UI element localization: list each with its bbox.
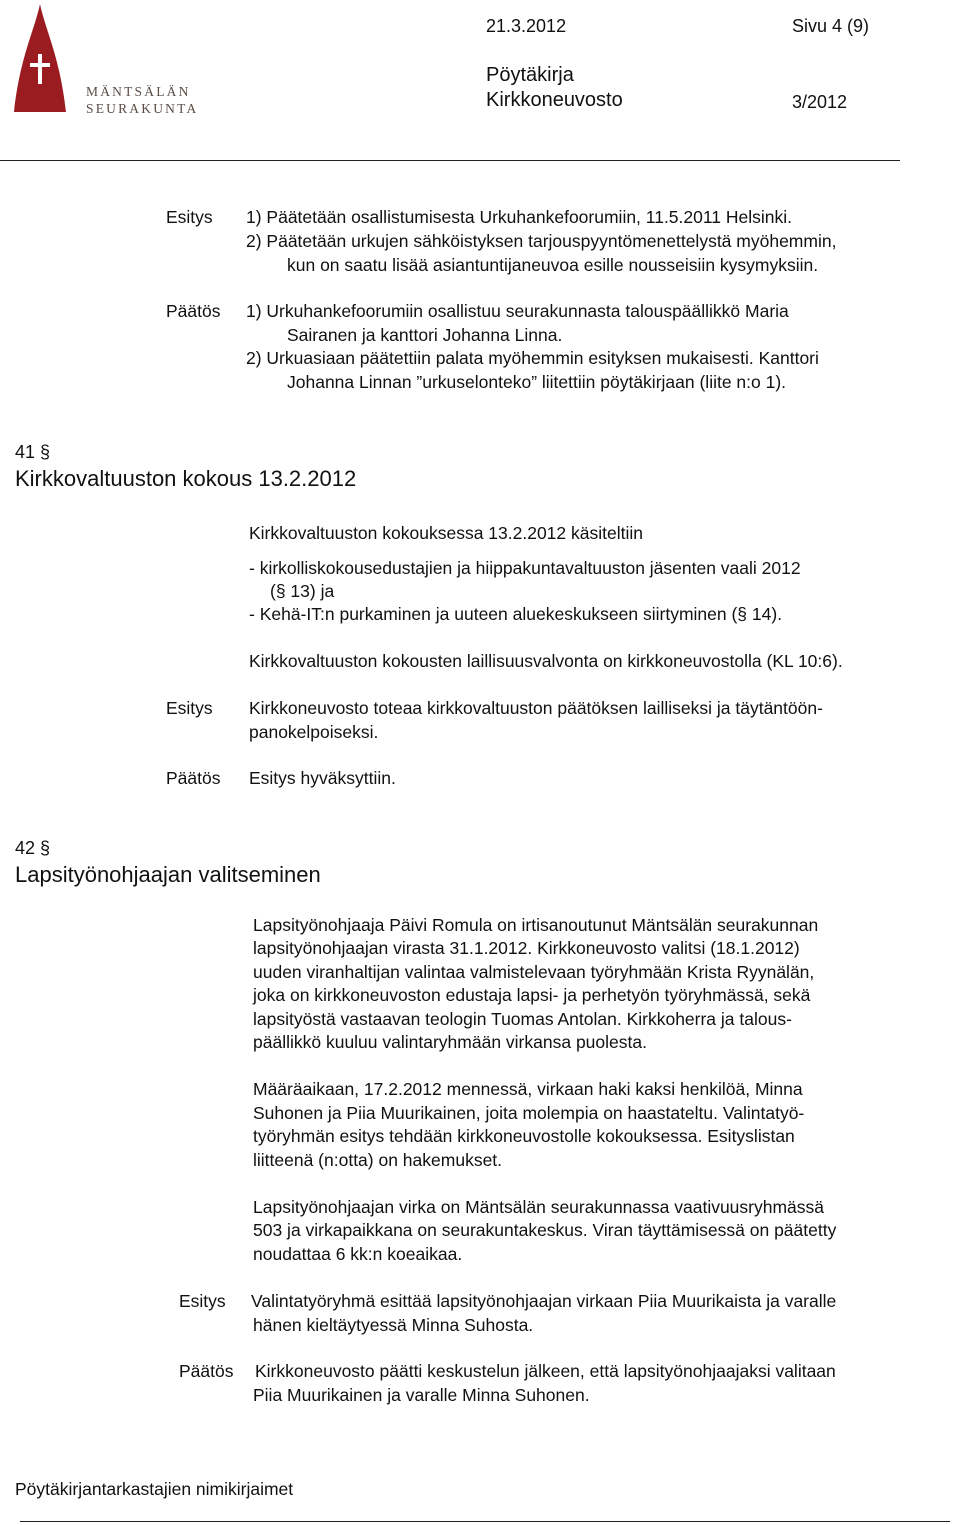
prev-esitys-label: Esitys <box>166 207 213 227</box>
s42-para2-line-2: Suhonen ja Piia Muurikainen, joita molempia on haastateltu. Valintatyö- <box>253 1103 805 1123</box>
section-41-number: 41 § <box>15 442 51 462</box>
prev-paatos-line-4: Johanna Linnan ”urkuselonteko” liitettiin pöytäkirjaan (liite n:o 1). <box>287 372 787 392</box>
logo-line-1: MÄNTSÄLÄN <box>86 84 191 99</box>
s42-para1-line-5: lapsityöstä vastaavan teologin Tuomas Antolan. Kirkkoherra ja talous- <box>253 1009 792 1029</box>
s41-esitys-line-2: panokelpoiseksi. <box>249 722 379 742</box>
s42-paatos-label: Päätös <box>179 1361 234 1381</box>
s42-paatos-line-1: Kirkkoneuvosto päätti keskustelun jälkeen, että lapsityönohjaajaksi valitaan <box>255 1361 836 1381</box>
logo-line-2: SEURAKUNTA <box>86 101 199 116</box>
s41-item-1-cont: (§ 13) ja <box>270 581 335 601</box>
s41-intro: Kirkkovaltuuston kokouksessa 13.2.2012 käsiteltiin <box>249 523 643 543</box>
header-rule <box>0 160 900 161</box>
s41-paatos: Esitys hyväksyttiin. <box>249 768 396 788</box>
s42-esitys-label: Esitys <box>179 1291 226 1311</box>
header-body: Kirkkoneuvosto <box>486 89 623 111</box>
s42-esitys-line-1: Valintatyöryhmä esittää lapsityönohjaajan virkaan Piia Muurikaista ja varalle <box>251 1291 837 1311</box>
prev-paatos-line-3: 2) Urkuasiaan päätettiin palata myöhemmin esityksen mukaisesti. Kanttori <box>246 348 819 368</box>
s41-esitys-label: Esitys <box>166 698 213 718</box>
s42-para3-line-1: Lapsityönohjaajan virka on Mäntsälän seurakunnassa vaativuusryhmässä <box>253 1197 825 1217</box>
section-42-number: 42 § <box>15 838 51 858</box>
prev-esitys-line-3: kun on saatu lisää asiantuntijaneuvoa esille nousseisiin kysymyksiin. <box>287 255 819 275</box>
s42-para2-line-3: työryhmän esitys tehdään kirkkoneuvostolle kokouksessa. Esityslistan <box>253 1126 795 1146</box>
s42-esitys-line-2: hänen kieltäytyessä Minna Suhosta. <box>253 1315 534 1335</box>
footer-signatures-label: Pöytäkirjantarkastajien nimikirjaimet <box>15 1479 294 1499</box>
s42-para2-line-4: liitteenä (n:otta) on hakemukset. <box>253 1150 503 1170</box>
s41-item-1: - kirkolliskokousedustajien ja hiippakuntavaltuuston jäsenten vaali 2012 <box>249 558 801 578</box>
prev-paatos-line-2: Sairanen ja kanttori Johanna Linna. <box>287 325 563 345</box>
s42-para1-line-6: päällikkö kuuluu valintaryhmään virkansa puolesta. <box>253 1032 647 1052</box>
s42-paatos-line-2: Piia Muurikainen ja varalle Minna Suhonen. <box>253 1385 590 1405</box>
prev-esitys-line-2: 2) Päätetään urkujen sähköistyksen tarjouspyyntömenettelystä myöhemmin, <box>246 231 837 251</box>
s41-esitys-line-1: Kirkkoneuvosto toteaa kirkkovaltuuston päätöksen lailliseksi ja täytäntöön- <box>249 698 823 718</box>
parish-logo <box>10 2 199 117</box>
s42-para1-line-4: joka on kirkkoneuvoston edustaja lapsi- ja perhetyön työryhmässä, sekä <box>253 985 811 1005</box>
s42-para3-line-2: 503 ja virkapaikkana on seurakuntakeskus. Viran täyttämisessä on päätetty <box>253 1220 837 1240</box>
church-logo-icon <box>10 2 90 117</box>
header-page: Sivu 4 (9) <box>792 16 870 36</box>
footer-rule <box>20 1521 950 1522</box>
s42-para1-line-2: lapsityönohjaajan virasta 31.1.2012. Kirkkoneuvosto valitsi (18.1.2012) <box>253 938 800 958</box>
prev-esitys-line-1: 1) Päätetään osallistumisesta Urkuhankefoorumiin, 11.5.2011 Helsinki. <box>246 207 793 227</box>
s42-para1-line-1: Lapsityönohjaaja Päivi Romula on irtisanoutunut Mäntsälän seurakunnan <box>253 915 819 935</box>
s41-supervision: Kirkkovaltuuston kokousten laillisuusvalvonta on kirkkoneuvostolla (KL 10:6). <box>249 651 843 671</box>
section-41-title: Kirkkovaltuuston kokous 13.2.2012 <box>15 466 357 491</box>
header-date: 21.3.2012 <box>486 16 567 36</box>
section-42-title: Lapsityönohjaajan valitseminen <box>15 862 321 887</box>
s42-para3-line-3: noudattaa 6 kk:n koeaikaa. <box>253 1244 463 1264</box>
prev-paatos-label: Päätös <box>166 301 221 321</box>
s42-para2-line-1: Määräaikaan, 17.2.2012 mennessä, virkaan haki kaksi henkilöä, Minna <box>253 1079 803 1099</box>
s41-item-2: - Kehä-IT:n purkaminen ja uuteen aluekeskukseen siirtyminen (§ 14). <box>249 604 783 624</box>
header-doc-type: Pöytäkirja <box>486 64 574 86</box>
s41-paatos-label: Päätös <box>166 768 221 788</box>
header-number: 3/2012 <box>792 92 848 112</box>
prev-paatos-line-1: 1) Urkuhankefoorumiin osallistuu seurakunnasta talouspäällikkö Maria <box>246 301 789 321</box>
s42-para1-line-3: uuden viranhaltijan valintaa valmistelevaan työryhmään Krista Ryynälän, <box>253 962 815 982</box>
